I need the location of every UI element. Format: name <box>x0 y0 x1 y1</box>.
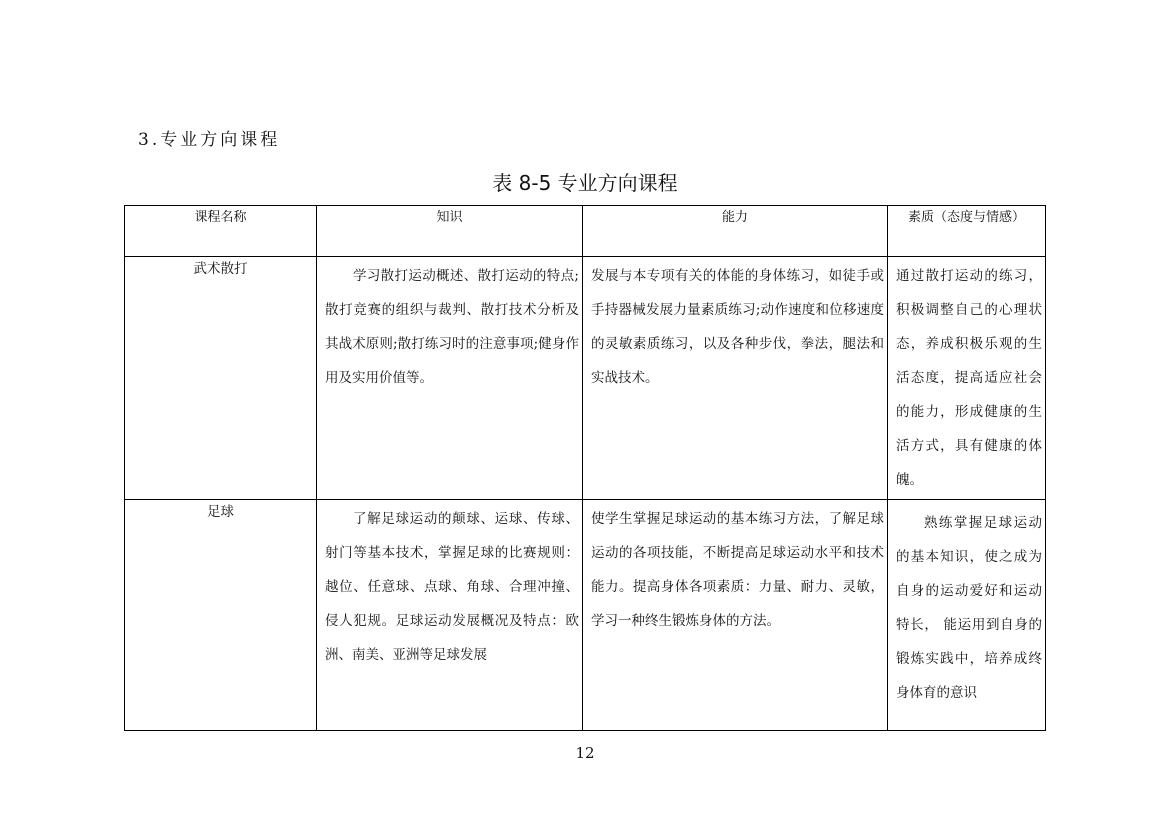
course-table <box>124 205 1046 731</box>
knowledge-text: 学习散打运动概述、散打运动的特点;散打竞赛的组织与裁判、散打技术分析及其战术原则;散打练习时的注意事项;健身作用及实用价值等。 <box>325 268 579 386</box>
page-number: 12 <box>575 744 595 762</box>
header-course-name: 课程名称 <box>125 206 317 257</box>
table-header-row <box>125 206 1046 257</box>
quality-text: 通过散打运动的练习，积极调整自己的心理状态，养成积极乐观的生活态度，提高适应社会的能力，形成健康的生活方式，具有健康的体魄。 <box>896 268 1042 488</box>
quality-cell <box>888 500 1046 731</box>
ability-cell <box>583 257 888 500</box>
quality-cell <box>888 257 1046 500</box>
section-heading: 3.专业方向课程 <box>138 130 281 150</box>
table-row <box>125 257 1046 500</box>
header-quality: 素质（态度与情感） <box>888 206 1046 257</box>
header-ability: 能力 <box>583 206 888 257</box>
ability-cell <box>583 500 888 731</box>
header-knowledge: 知识 <box>317 206 583 257</box>
ability-text: 使学生掌握足球运动的基本练习方法，了解足球运动的各项技能，不断提高足球运动水平和技术能力。提高身体各项素质：力量、耐力、灵敏，学习一种终生锻炼身体的方法。 <box>591 511 884 629</box>
knowledge-text: 了解足球运动的颠球、运球、传球、射门等基本技术，掌握足球的比赛规则：越位、任意球、点球、角球、合理冲撞、侵人犯规。足球运动发展概况及特点：欧洲、南美、亚洲等足球发展 <box>325 511 579 663</box>
course-name-cell: 足球 <box>125 500 317 731</box>
ability-text: 发展与本专项有关的体能的身体练习，如徒手或手持器械发展力量素质练习;动作速度和位移速度的灵敏素质练习，以及各种步伐，拳法，腿法和实战技术。 <box>591 268 884 386</box>
table-title: 表 8-5 专业方向课程 <box>492 171 678 195</box>
course-name-cell: 武术散打 <box>125 257 317 500</box>
quality-text: 熟练掌握足球运动的基本知识，使之成为自身的运动爱好和运动特长， 能运用到自身的锻炼实践中，培养成终身体育的意识 <box>896 515 1042 701</box>
table-row <box>125 500 1046 731</box>
knowledge-cell <box>317 500 583 731</box>
knowledge-cell <box>317 257 583 500</box>
